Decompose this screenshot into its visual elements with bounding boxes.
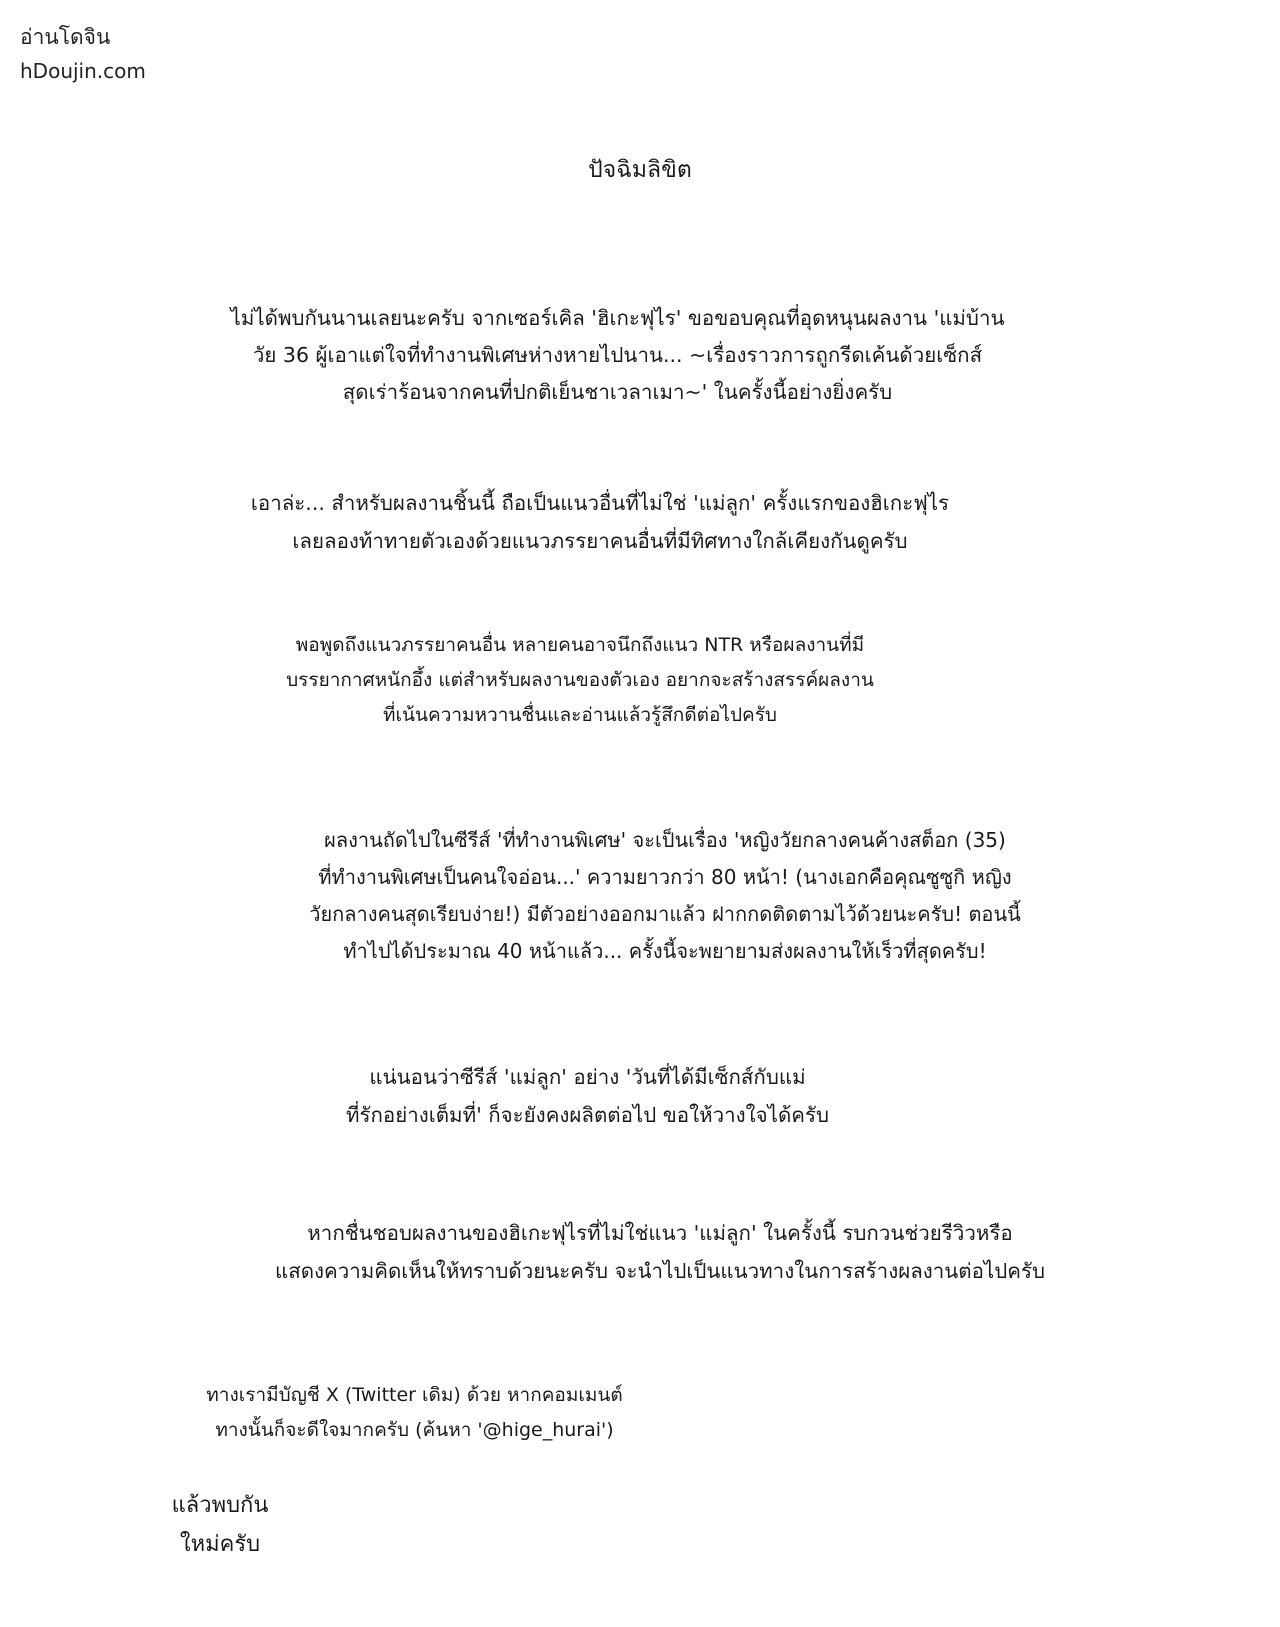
paragraph-review-request (0, 1214, 1280, 1290)
paragraph-ntr-note (0, 628, 1160, 733)
closing-line: แล้วพบกัน (171, 1493, 269, 1518)
paragraph-line: สุดเร่าร้อนจากคนที่ปกติเย็นชาเวลาเมา~' ในครั้งนี้อย่างยิ่งครับ (342, 380, 893, 404)
watermark-thai-label: อ่านโดจิน (20, 25, 111, 49)
paragraph-line: ทางนั้นก็จะดีใจมากครับ (ค้นหา '@hige_hurai') (215, 1419, 614, 1441)
paragraph-line: บรรยากาศหนักอึ้ง แต่สำหรับผลงานของตัวเอง อยากจะสร้างสรรค์ผลงาน (286, 669, 874, 691)
paragraph-line: พอพูดถึงแนวภรรยาคนอื่น หลายคนอาจนึกถึงแนว NTR หรือผลงานที่มี (295, 634, 865, 656)
paragraph-line: ทางเรามีบัญชี X (Twitter เดิม) ด้วย หากคอมเมนต์ (206, 1384, 623, 1406)
paragraph-x-account (0, 1378, 829, 1448)
watermark-site-url: hDoujin.com (20, 59, 146, 83)
site-watermark (20, 20, 146, 88)
paragraph-line: ทำไปได้ประมาณ 40 หน้าแล้ว... ครั้งนี้จะพยายามส่งผลงานให้เร็วที่สุดครับ! (343, 939, 987, 963)
paragraph-line: ผลงานถัดไปในซีรีส์ 'ที่ทำงานพิเศษ' จะเป็นเรื่อง 'หญิงวัยกลางคนค้างสต็อก (35) (324, 828, 1006, 852)
paragraph-line: เลยลองท้าทายตัวเองด้วยแนวภรรยาคนอื่นที่มีทิศทางใกล้เคียงกันดูครับ (292, 529, 908, 553)
closing-line: ใหม่ครับ (179, 1532, 261, 1557)
paragraph-line: ที่ทำงานพิเศษเป็นคนใจอ่อน...' ความยาวกว่า 80 หน้า! (นางเอกคือคุณซูซูกิ หญิง (318, 865, 1012, 889)
paragraph-genre-change (0, 484, 1200, 560)
paragraph-line: แสดงความคิดเห็นให้ทราบด้วยนะครับ จะนำไปเป็นแนวทางในการสร้างผลงานต่อไปครับ (274, 1259, 1045, 1283)
paragraph-line: หากชื่นชอบผลงานของฮิเกะฟุไรที่ไม่ใช่แนว 'แม่ลูก' ในครั้งนี้ รบกวนช่วยรีวิวหรือ (307, 1221, 1013, 1245)
paragraph-series-continue (0, 1058, 1175, 1134)
paragraph-line: ที่รักอย่างเต็มที่' ก็จะยังคงผลิตต่อไป ขอให้วางใจได้ครับ (345, 1103, 830, 1127)
paragraph-line: ไม่ได้พบกันนานเลยนะครับ จากเซอร์เคิล 'ฮิเกะฟุไร' ขอขอบคุณที่อุดหนุนผลงาน 'แม่บ้าน (230, 306, 1005, 330)
paragraph-next-work (0, 822, 1280, 970)
page-title: ปัจฉิมลิขิต (588, 157, 692, 183)
paragraph-line: แน่นอนว่าซีรีส์ 'แม่ลูก' อย่าง 'วันที่ได้มีเซ็กส์กับแม่ (369, 1065, 806, 1089)
paragraph-line: เอาล่ะ... สำหรับผลงานชิ้นนี้ ถือเป็นแนวอื่นที่ไม่ใช่ 'แม่ลูก' ครั้งแรกของฮิเกะฟุไร (250, 491, 950, 515)
closing-message (160, 1486, 280, 1564)
paragraph-thanks (0, 300, 1235, 411)
paragraph-line: วัย 36 ผู้เอาแต่ใจที่ทำงานพิเศษห่างหายไปนาน... ~เรื่องราวการถูกรีดเค้นด้วยเซ็กส์ (252, 343, 983, 367)
paragraph-line: วัยกลางคนสุดเรียบง่าย!) มีตัวอย่างออกมาแล้ว ฝากกดติดตามไว้ด้วยนะครับ! ตอนนี้ (309, 902, 1021, 926)
paragraph-line: ที่เน้นความหวานชื่นและอ่านแล้วรู้สึกดีต่อไปครับ (382, 704, 777, 726)
